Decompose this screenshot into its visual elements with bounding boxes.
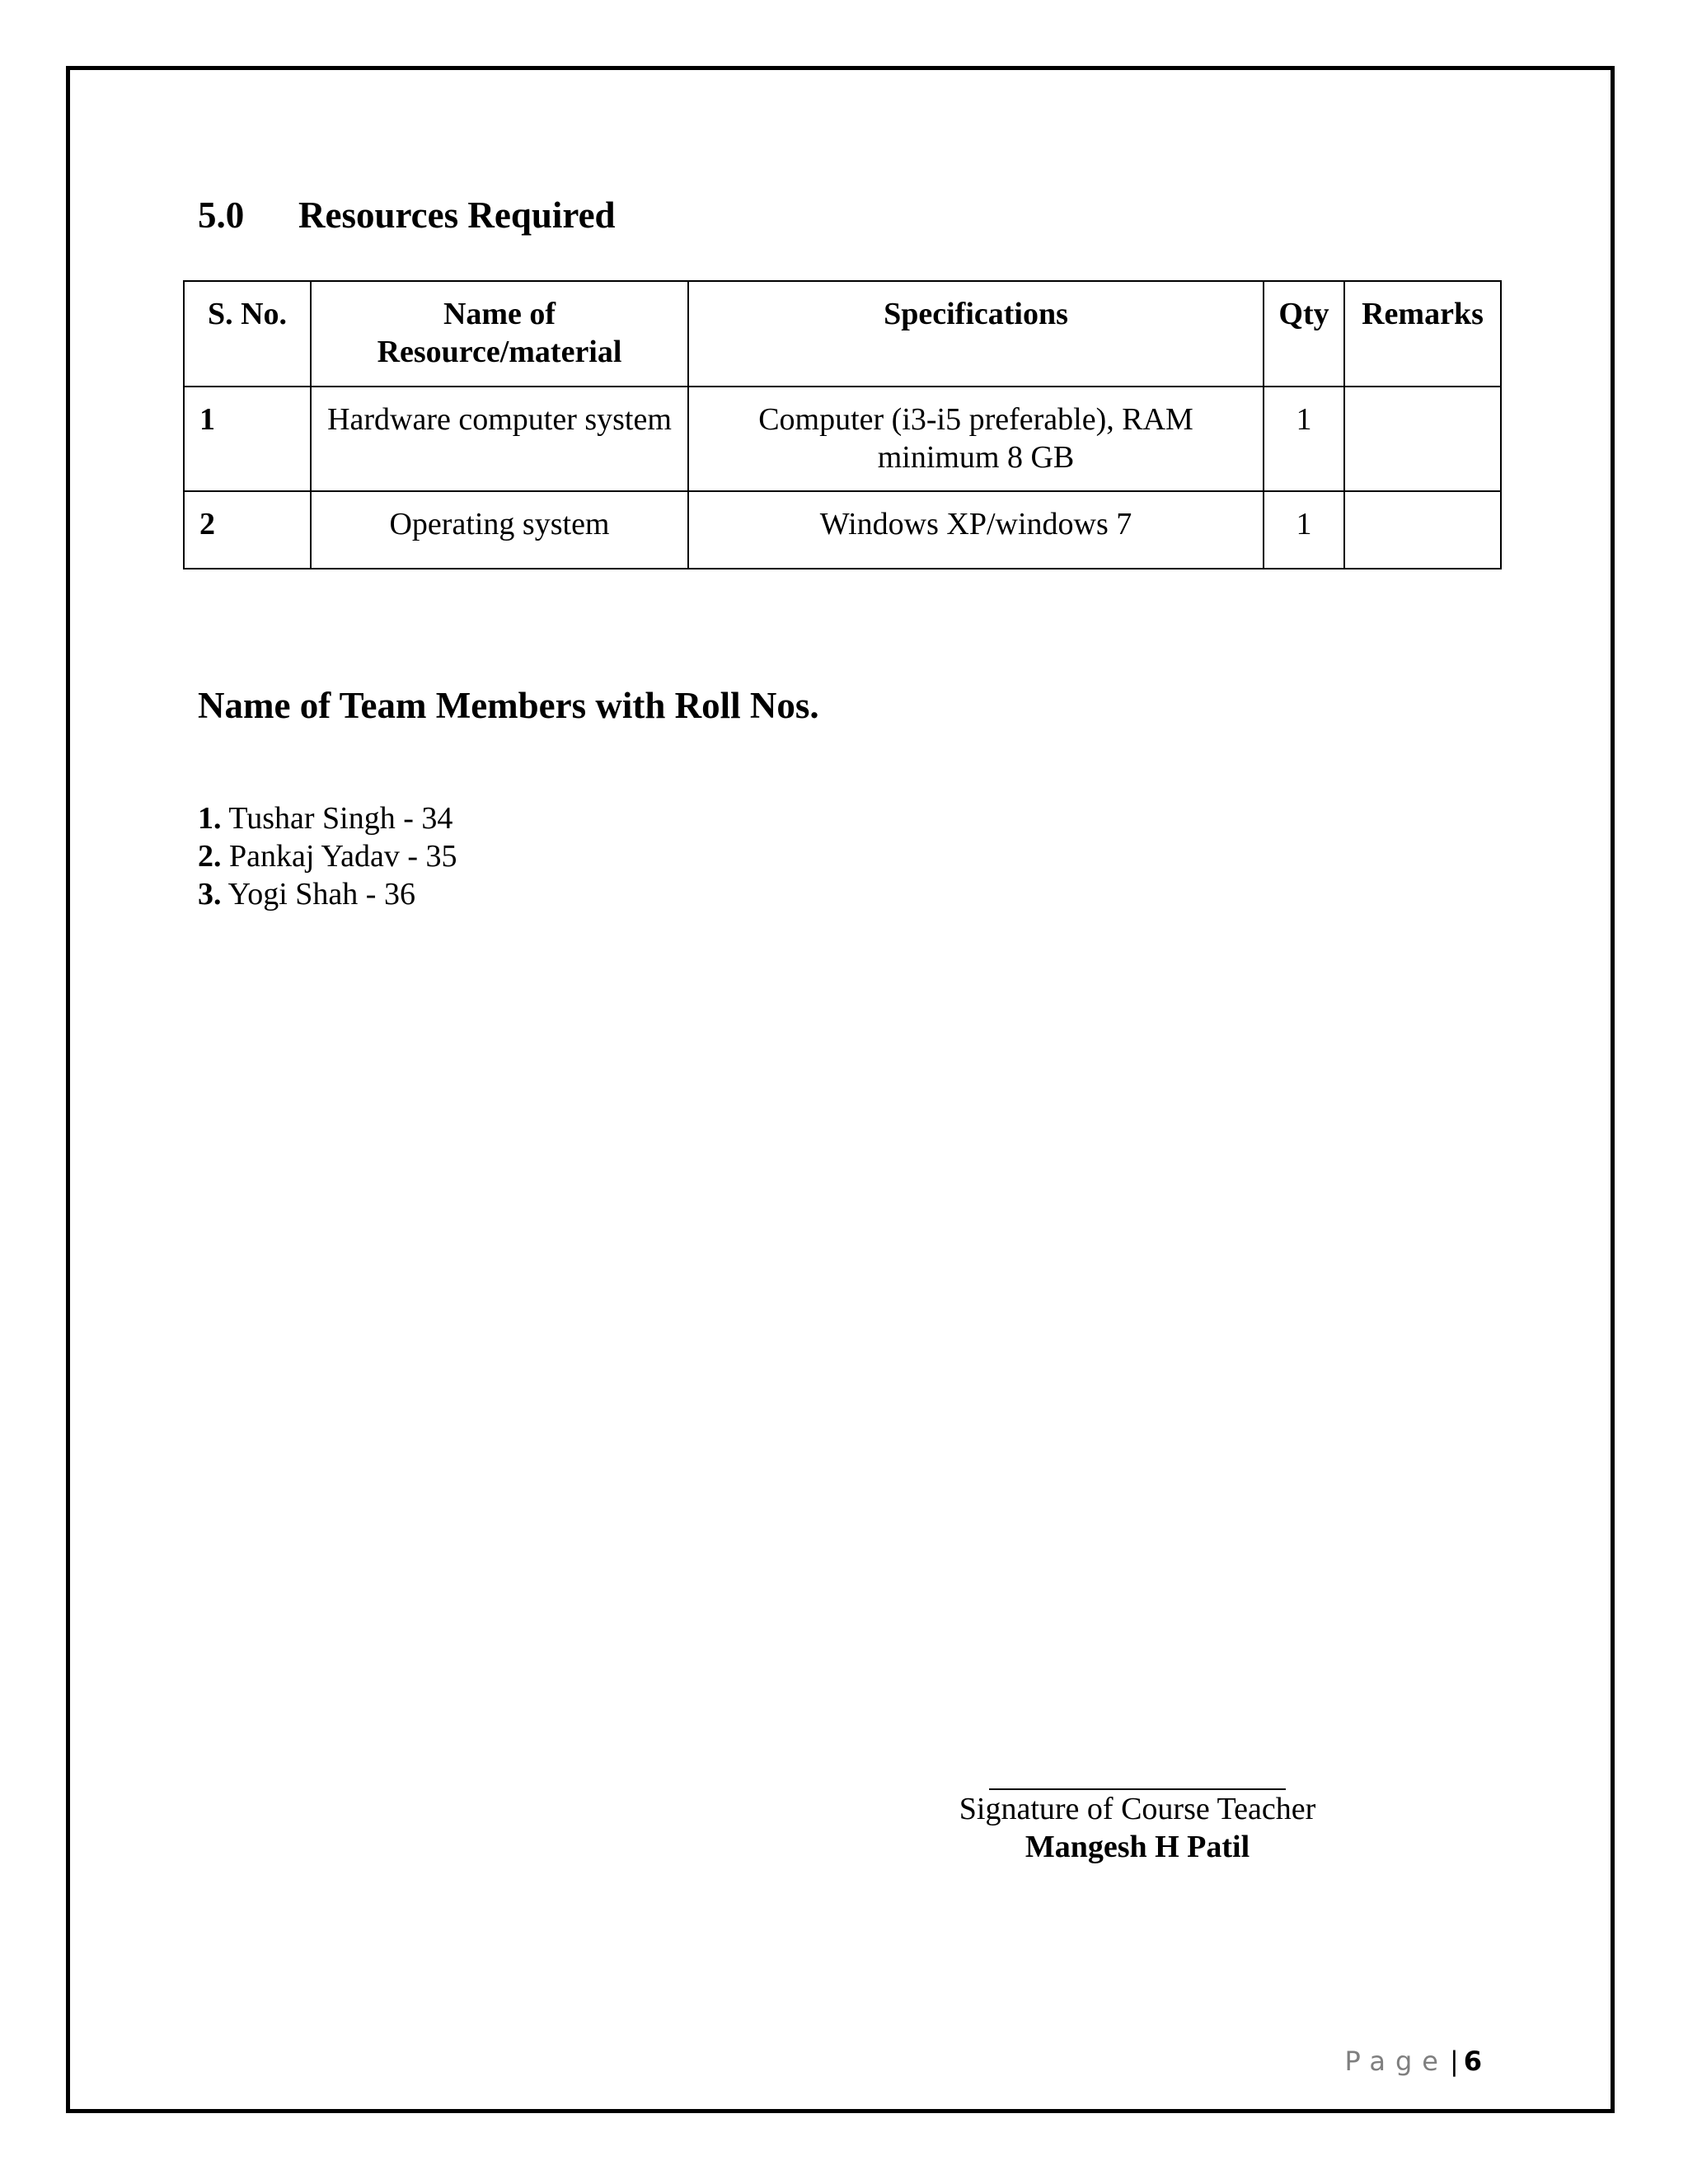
member-name: Yogi Shah - 36 <box>227 877 415 912</box>
list-item <box>198 837 457 875</box>
header-remarks: Remarks <box>1344 281 1501 387</box>
page-number: 6 <box>1463 2046 1482 2077</box>
cell-qty: 1 <box>1264 491 1344 569</box>
cell-qty: 1 <box>1264 387 1344 491</box>
member-number: 1. <box>198 801 222 836</box>
section-title: Resources Required <box>298 194 616 236</box>
cell-sno: 1 <box>184 387 311 491</box>
member-name: Tushar Singh - 34 <box>228 801 453 836</box>
resources-table <box>183 280 1502 569</box>
member-name: Pankaj Yadav - 35 <box>229 839 457 874</box>
signature-line <box>989 1747 1286 1790</box>
cell-specifications: Computer (i3-i5 preferable), RAM minimum 8 GB <box>688 387 1264 491</box>
cell-remarks <box>1344 387 1501 491</box>
header-specifications: Specifications <box>688 281 1264 387</box>
cell-resource-name: Hardware computer system <box>311 387 688 491</box>
header-qty: Qty <box>1264 281 1344 387</box>
table-row <box>184 387 1501 491</box>
page-label: Page <box>1344 2046 1448 2077</box>
cell-sno: 2 <box>184 491 311 569</box>
cell-specifications: Windows XP/windows 7 <box>688 491 1264 569</box>
team-members-list <box>198 799 457 913</box>
signature-label: Signature of Course Teacher <box>959 1792 1316 1826</box>
member-number: 3. <box>198 877 222 912</box>
member-number: 2. <box>198 839 222 874</box>
table-row <box>184 491 1501 569</box>
cell-remarks <box>1344 491 1501 569</box>
header-resource-name: Name of Resource/material <box>311 281 688 387</box>
team-heading: Name of Team Members with Roll Nos. <box>198 685 819 726</box>
signatory-name: Mangesh H Patil <box>1025 1830 1250 1864</box>
table-header-row <box>184 281 1501 387</box>
page-separator: | <box>1449 2046 1459 2077</box>
list-item <box>198 799 457 837</box>
section-heading <box>198 194 616 237</box>
list-item <box>198 875 457 913</box>
header-sno: S. No. <box>184 281 311 387</box>
section-number: 5.0 <box>198 194 245 236</box>
cell-resource-name: Operating system <box>311 491 688 569</box>
signature-block <box>907 1747 1368 1866</box>
page-footer <box>1344 2046 1482 2077</box>
